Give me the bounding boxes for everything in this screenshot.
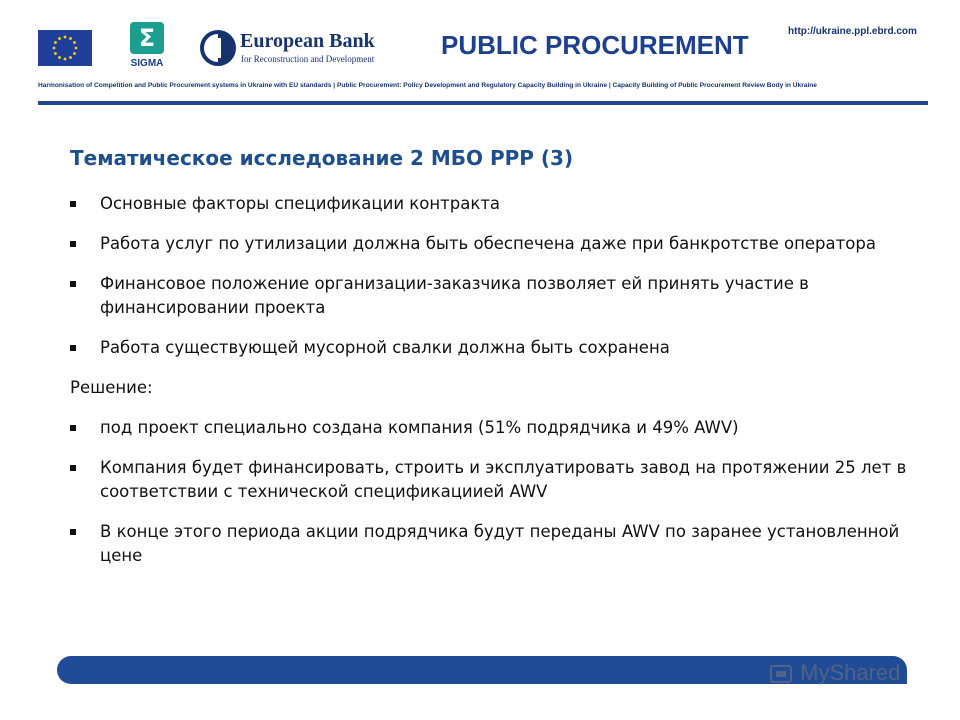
bullet-icon: [70, 241, 76, 247]
bullet-icon: [70, 529, 76, 535]
eu-flag-icon: [38, 30, 92, 66]
list-item: Работа услуг по утилизации должна быть обеспечена даже при банкротстве оператора: [70, 232, 920, 256]
eu-star-icon: [64, 36, 67, 39]
watermark: [768, 660, 928, 690]
ebrd-emblem-icon: [200, 30, 236, 66]
ebrd-subtitle: for Reconstruction and Development: [241, 54, 375, 64]
eu-star-icon: [73, 41, 76, 44]
header-divider: [38, 101, 928, 105]
watermark-text: MyShared: [800, 660, 901, 685]
header-tagline: Harmonisation of Competition and Public Procurement systems in Ukraine with EU standards | Public Procurement: Policy Development and Regulatory Capacity Building in Ukraine | Capacity Building of Public Procurement Review Body in Ukraine: [38, 82, 817, 89]
bullet-icon: [70, 465, 76, 471]
header: [0, 0, 960, 110]
bullet-icon: [70, 425, 76, 431]
eu-stars-icon: [38, 30, 92, 66]
eu-star-icon: [54, 41, 57, 44]
bullet-icon: [70, 201, 76, 207]
list-item: В конце этого периода акции подрядчика будут переданы AWV по заранее установленной цене: [70, 520, 920, 568]
header-title: PUBLIC PROCUREMENT: [441, 30, 749, 60]
sigma-label: SIGMA: [130, 58, 164, 69]
list-item: Работа существующей мусорной свалки должна быть сохранена: [70, 336, 920, 360]
eu-star-icon: [54, 52, 57, 55]
slide-title: Тематическое исследование 2 МБО PPP (3): [70, 146, 574, 170]
list-item: Компания будет финансировать, строить и эксплуатировать завод на протяжении 25 лет в соответствии с технической спецификациией AWV: [70, 456, 920, 504]
sigma-logo: [124, 22, 170, 74]
sigma-icon: Σ: [130, 22, 164, 54]
ebrd-name: European Bank: [240, 30, 375, 52]
bullet-icon: [70, 281, 76, 287]
list-item: Финансовое положение организации-заказчика позволяет ей принять участие в финансировании проекта: [70, 272, 920, 320]
eu-star-icon: [58, 37, 61, 40]
eu-star-icon: [53, 47, 56, 50]
eu-star-icon: [69, 37, 72, 40]
list-item: под проект специально создана компания (51% подрядчика и 49% AWV): [70, 416, 920, 440]
eu-star-icon: [64, 58, 67, 61]
eu-star-icon: [73, 52, 76, 55]
slide-content: [70, 146, 920, 584]
eu-star-icon: [75, 47, 78, 50]
ebrd-logo: [200, 28, 410, 68]
solutions-list: [70, 416, 920, 568]
watermark-icon: [768, 661, 794, 687]
factors-list: [70, 192, 920, 360]
solution-label: Решение:: [70, 378, 153, 397]
list-item: Основные факторы спецификации контракта: [70, 192, 920, 216]
eu-star-icon: [69, 56, 72, 59]
bullet-icon: [70, 345, 76, 351]
eu-star-icon: [58, 56, 61, 59]
header-url[interactable]: http://ukraine.ppl.ebrd.com: [788, 26, 917, 37]
